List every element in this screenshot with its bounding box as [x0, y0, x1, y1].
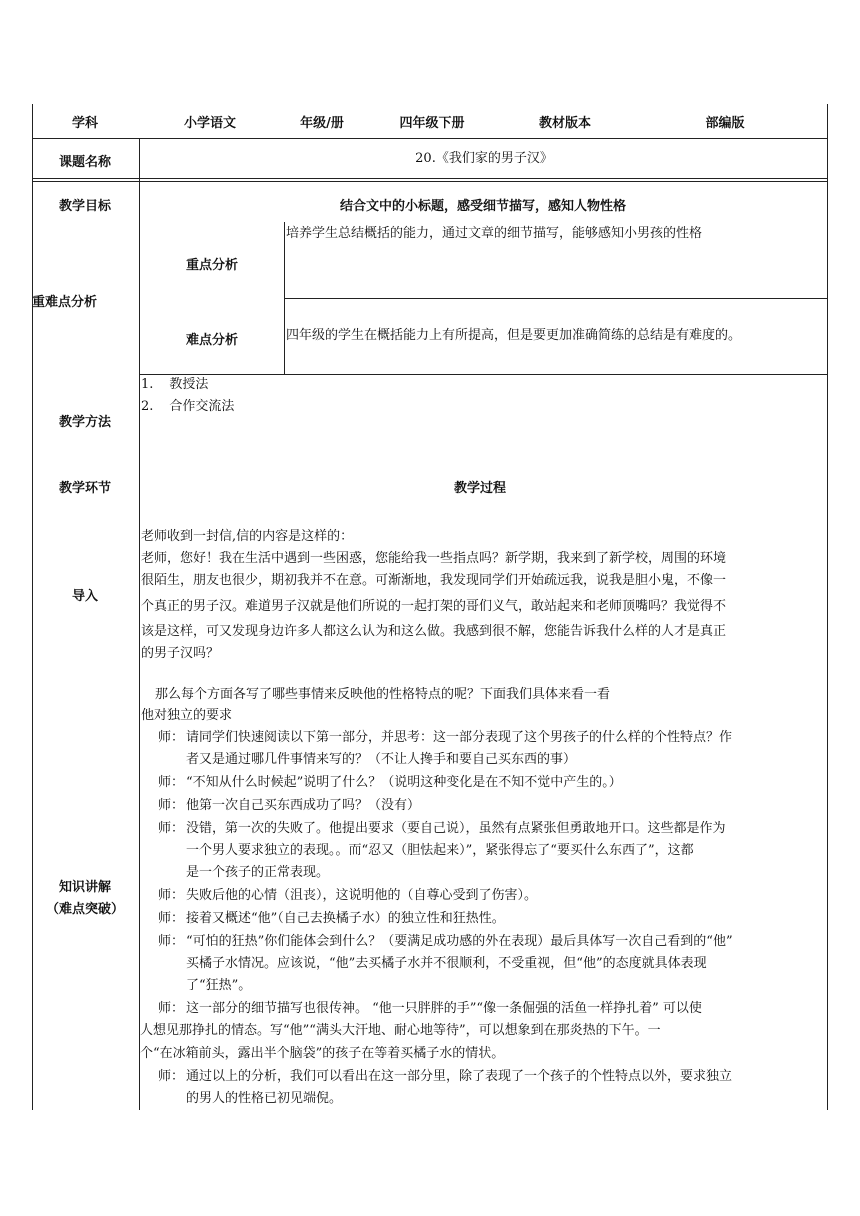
stage-label: 教学环节 [58, 481, 111, 496]
intro-line: 的男子汉吗？ [141, 646, 220, 661]
dialogue-line: 师： 请同学们快速阅读以下第一部分，并思考：这一部分表现了这个男孩子的什么样的个性特点？作 [158, 730, 733, 745]
dialogue-line: 师： 接着又概述“他”（自己去换橘子水）的独立性和狂热性。 [158, 911, 505, 926]
intro-label: 导入 [71, 589, 98, 604]
intro-line: 老师收到一封信,信的内容是这样的： [141, 529, 354, 544]
dialogue-line: 师： 他第一次自己买东西成功了吗？（没有） [158, 798, 421, 813]
analysis-label: 重难点分析 [32, 295, 98, 310]
row-divider [32, 181, 828, 182]
grade-value: 四年级下册 [399, 116, 465, 131]
dialogue-line: 了“狂热”。 [186, 978, 252, 993]
method-item: 2. 合作交流法 [141, 399, 235, 414]
topic-value: 20.《我们家的男子汉》 [415, 151, 553, 166]
difficult-point-label: 难点分析 [185, 333, 238, 348]
objective-label: 教学目标 [58, 199, 111, 214]
row-divider [32, 178, 828, 179]
method-label: 教学方法 [58, 415, 111, 430]
process-label: 教学过程 [453, 481, 506, 496]
row-divider [139, 374, 828, 375]
subheading: 他对独立的要求 [141, 708, 233, 723]
intro-line: 很陌生，朋友也很少，期初我并不在意。可渐渐地，我发现同学们开始疏远我，说我是胆小鬼，不像一 [141, 573, 727, 588]
dialogue-line: 的男人的性格已初见端倪。 [186, 1091, 343, 1106]
dialogue-line: 师： 没错，第一次的失败了。他提出要求（要自己说），虽然有点紧张但勇敢地开口。这些都是作为 [158, 821, 726, 836]
table-left-border [32, 104, 33, 1110]
edition-value: 部编版 [705, 116, 745, 131]
intro-line: 该是这样，可又发现身边许多人都这么认为和这么做。我感到很不解，您能告诉我什么样的人才是真正 [141, 624, 727, 639]
dialogue-line: 是一个孩子的正常表现。 [186, 865, 330, 880]
method-item: 1. 教授法 [141, 377, 209, 392]
topic-label: 课题名称 [58, 155, 111, 170]
key-point-label: 重点分析 [185, 258, 238, 273]
lead-line: 那么每个方面各写了哪些事情来反映他的性格特点的呢？下面我们具体来看一看 [155, 687, 611, 702]
intro-line: 个真正的男子汉。难道男子汉就是他们所说的一起打架的哥们义气，敢站起来和老师顶嘴吗？我觉得不 [141, 599, 727, 614]
dialogue-line: 者又是通过哪几件事情来写的？（不让人搀手和要自己买东西的事） [186, 752, 577, 767]
key-point-text: 培养学生总结概括的能力，通过文章的细节描写，能够感知小男孩的性格 [286, 226, 703, 241]
row-divider [32, 138, 828, 139]
dialogue-line: 买橘子水情况。应该说，“他”去买橘子水并不很顺利，不受重视，但“他”的态度就具体表现 [186, 956, 707, 971]
subject-label: 学科 [71, 116, 98, 131]
dialogue-line: 师： 失败后他的心情（沮丧），这说明他的（自尊心受到了伤害）。 [158, 888, 538, 903]
objective-value: 结合文中的小标题，感受细节描写，感知人物性格 [339, 199, 626, 214]
edition-label: 教材版本 [538, 116, 591, 131]
subject-value: 小学语文 [183, 116, 236, 131]
grade-label: 年级/册 [300, 116, 344, 131]
dialogue-line: 人想见那挣扎的情态。写“他”“满头大汗地、耐心地等待”，可以想象到在那炎热的下午。一 [140, 1023, 661, 1038]
dialogue-line: 个“在冰箱前头，露出半个脑袋”的孩子在等着买橘子水的情状。 [140, 1046, 505, 1061]
knowledge-label: 知识讲解 [58, 880, 111, 895]
intro-line: 老师，您好！我在生活中遇到一些困惑，您能给我一些指点吗？新学期，我来到了新学校，周围的环境 [141, 551, 727, 566]
row-divider [284, 298, 828, 299]
dialogue-line: 师： “不知从什么时候起”说明了什么？（说明这种变化是在不知不觉中产生的。） [158, 775, 622, 790]
dialogue-line: 师： “可怕的狂热”你们能体会到什么？（要满足成功感的外在表现）最后具体写一次自己看到的“他” [158, 934, 733, 949]
difficult-point-text: 四年级的学生在概括能力上有所提高，但是要更加准确简练的总结是有难度的。 [286, 328, 742, 343]
dialogue-line: 一个男人要求独立的表现。。而“忍又（胆怯起来）”，紧张得忘了“要买什么东西了”，这都 [186, 843, 694, 858]
dialogue-line: 师： 这一部分的细节描写也很传神。 “他一只胖胖的手”“像一条倔强的活鱼一样挣扎着” 可以使 [158, 1001, 702, 1016]
knowledge-sublabel: （难点突破） [45, 902, 124, 917]
dialogue-line: 师： 通过以上的分析，我们可以看出在这一部分里，除了表现了一个孩子的个性特点以外，要求独立 [158, 1069, 733, 1084]
